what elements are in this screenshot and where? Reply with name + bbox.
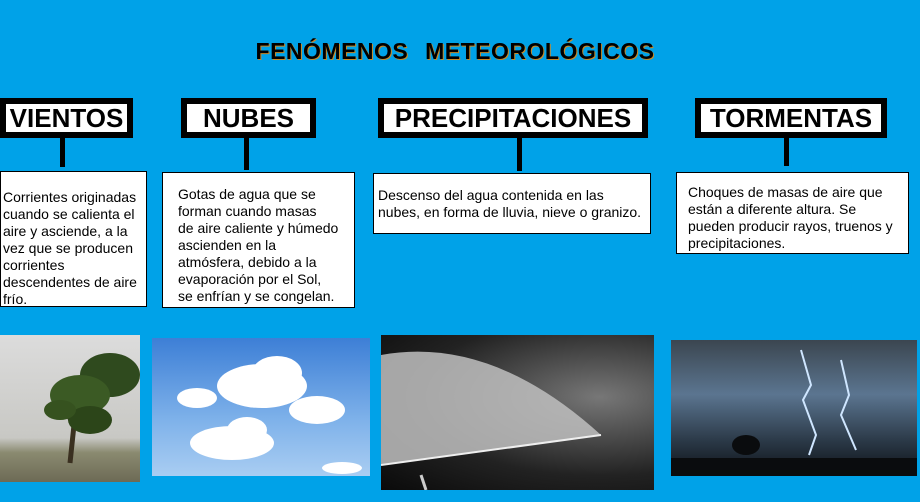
text-line: Choques de masas de aire que: [688, 184, 883, 200]
text-line: Corrientes originadas: [3, 189, 137, 205]
text-line: aire y asciende, a la: [3, 223, 128, 239]
text-line: Gotas de agua que se: [178, 186, 316, 202]
umbrella-icon: [381, 335, 654, 490]
clouds-in-sky-image: [152, 338, 370, 476]
text-line: corrientes: [3, 257, 65, 273]
text-line: se enfrían y se congelan.: [178, 288, 335, 304]
text-line: de aire caliente y húmedo: [178, 220, 339, 236]
description-tormentas: [676, 172, 909, 254]
text-line: descendentes de aire: [3, 274, 137, 290]
text-line: evaporación por el Sol,: [178, 271, 322, 287]
description-precipitaciones: [373, 173, 651, 234]
umbrella-in-rain-image: [381, 335, 654, 490]
connector-line: [60, 138, 65, 167]
connector-line: [784, 138, 789, 166]
header-nubes: NUBES: [181, 98, 316, 138]
cloud-icon: [152, 338, 370, 476]
header-vientos: VIENTOS: [0, 98, 133, 138]
lightning-icon: [671, 340, 917, 476]
connector-line: [517, 138, 522, 171]
tree-in-wind-image: [0, 335, 140, 482]
text-line: nubes, en forma de lluvia, nieve o granizo.: [378, 204, 642, 220]
text-line: atmósfera, debido a la: [178, 254, 317, 270]
text-line: Descenso del agua contenida en las: [378, 187, 604, 203]
text-line: forman cuando masas: [178, 203, 317, 219]
text-line: pueden producir rayos, truenos y: [688, 218, 893, 234]
tree-icon: [0, 335, 140, 482]
header-precipitaciones: PRECIPITACIONES: [378, 98, 648, 138]
text-line: vez que se producen: [3, 240, 133, 256]
text-line: ascienden en la: [178, 237, 277, 253]
text-line: están a diferente altura. Se: [688, 201, 857, 217]
diagram-title: FENÓMENOS METEOROLÓGICOS: [255, 38, 655, 64]
connector-line: [244, 138, 249, 170]
text-line: frío.: [3, 291, 28, 307]
text-line: cuando se calienta el: [3, 206, 135, 222]
text-line: precipitaciones.: [688, 235, 786, 251]
description-vientos: [0, 171, 147, 307]
description-nubes: [162, 172, 355, 308]
header-tormentas: TORMENTAS: [695, 98, 887, 138]
lightning-storm-image: [671, 340, 917, 476]
